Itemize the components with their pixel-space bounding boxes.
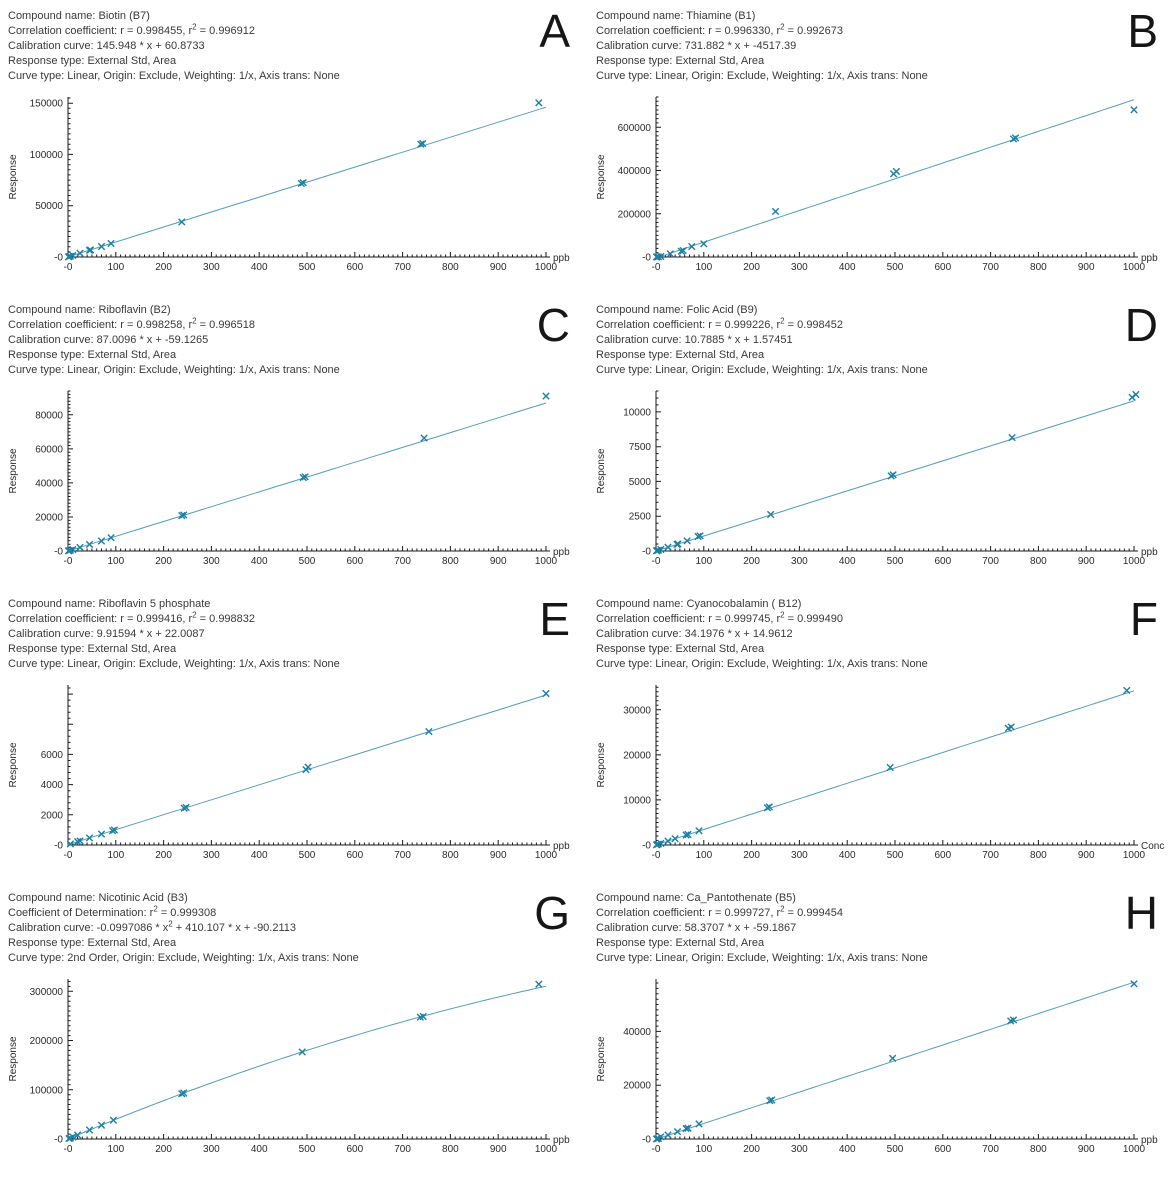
svg-text:1000: 1000 [534, 850, 558, 861]
svg-text:700: 700 [394, 850, 411, 861]
svg-text:400000: 400000 [617, 166, 651, 177]
correlation-line [596, 906, 1176, 921]
text-part: = 0.999454 [784, 907, 844, 919]
panel-f [588, 590, 1176, 884]
svg-text:Response: Response [596, 448, 607, 494]
svg-text:400: 400 [838, 556, 856, 567]
svg-text:Response: Response [8, 742, 19, 788]
svg-text:100: 100 [107, 262, 125, 273]
calibration-curve-line [596, 627, 1176, 642]
svg-text:800: 800 [442, 1144, 459, 1155]
superscript: 2 [780, 22, 785, 32]
correlation-line [8, 24, 588, 39]
svg-text:800: 800 [1030, 850, 1047, 861]
svg-text:Response: Response [596, 154, 607, 200]
svg-text:200: 200 [743, 1144, 760, 1155]
panel-letter: D [1124, 299, 1158, 351]
svg-text:700: 700 [394, 262, 411, 273]
svg-text:Response: Response [8, 1036, 19, 1082]
correlation-line [8, 318, 588, 333]
svg-text:100000: 100000 [29, 149, 63, 161]
svg-text:400: 400 [250, 556, 268, 567]
svg-text:900: 900 [1077, 262, 1095, 273]
response-type-line: Response type: External Std, Area [596, 643, 765, 655]
svg-text:300: 300 [203, 556, 220, 567]
text-part: Correlation coefficient: r = 0.999727, r [596, 907, 781, 919]
svg-text:1000: 1000 [534, 1144, 558, 1155]
text-part: Correlation coefficient: r = 0.998258, r [8, 319, 193, 331]
curve-type-line: Curve type: Linear, Origin: Exclude, Weighting: 1/x, Axis trans: None [8, 70, 340, 82]
calibration-chart [592, 971, 1170, 1165]
svg-text:Response: Response [8, 448, 19, 494]
svg-text:200: 200 [743, 850, 760, 861]
calibration-curve-line [8, 627, 588, 642]
svg-text:-0: -0 [642, 252, 651, 264]
svg-text:ppb: ppb [553, 253, 570, 264]
svg-text:400: 400 [838, 262, 856, 273]
response-type-line: Response type: External Std, Area [8, 349, 177, 361]
superscript: 2 [192, 610, 197, 620]
svg-text:100: 100 [695, 262, 713, 273]
compound-name: Compound name: Nicotinic Acid (B3) [8, 892, 188, 904]
calibration-curve-line [596, 333, 1176, 348]
svg-text:1000: 1000 [1122, 556, 1146, 567]
svg-text:80000: 80000 [35, 410, 63, 422]
svg-text:600: 600 [346, 850, 364, 861]
superscript: 2 [168, 919, 173, 929]
panel-header [588, 884, 1176, 966]
svg-text:300: 300 [791, 556, 808, 567]
correlation-line [8, 906, 588, 921]
compound-name: Compound name: Thiamine (B1) [596, 10, 756, 22]
correlation-line [8, 612, 588, 627]
svg-text:150000: 150000 [29, 98, 63, 110]
text-part: = 0.996912 [196, 25, 256, 37]
svg-text:10000: 10000 [623, 407, 651, 419]
svg-text:500: 500 [298, 556, 316, 567]
panel-letter: G [534, 887, 570, 939]
correlation-line [596, 24, 1176, 39]
svg-text:300: 300 [203, 850, 220, 861]
panel-letter: H [1124, 887, 1158, 939]
svg-text:600: 600 [934, 262, 952, 273]
panel-e [0, 590, 588, 884]
svg-text:100: 100 [107, 850, 125, 861]
panel-letter: C [536, 299, 570, 351]
svg-text:-0: -0 [63, 262, 73, 273]
svg-text:1000: 1000 [534, 556, 558, 567]
svg-text:700: 700 [982, 850, 999, 861]
calibration-chart [4, 89, 582, 283]
svg-text:Response: Response [596, 1036, 607, 1082]
text-part: Correlation coefficient: r = 0.999745, r [596, 613, 781, 625]
svg-text:-0: -0 [642, 546, 651, 558]
svg-text:700: 700 [394, 556, 411, 567]
svg-text:6000: 6000 [40, 749, 63, 761]
panel-header [0, 590, 588, 672]
svg-text:800: 800 [442, 850, 459, 861]
text-part: Coefficient of Determination: r [8, 907, 154, 919]
svg-text:1000: 1000 [1122, 850, 1146, 861]
svg-text:200: 200 [743, 556, 760, 567]
svg-text:800: 800 [1030, 1144, 1047, 1155]
svg-text:-0: -0 [63, 850, 73, 861]
svg-text:800: 800 [1030, 556, 1047, 567]
panel-c [0, 296, 588, 590]
panel-header [588, 2, 1176, 84]
svg-text:900: 900 [1077, 556, 1095, 567]
panel-letter: F [1129, 593, 1158, 645]
svg-text:200: 200 [155, 262, 172, 273]
calibration-chart [592, 89, 1170, 283]
curve-type-line: Curve type: 2nd Order, Origin: Exclude, Weighting: 1/x, Axis trans: None [8, 952, 359, 964]
text-part: + 410.107 * x + -90.2113 [172, 922, 297, 934]
panel-a [0, 2, 588, 296]
text-part: Calibration curve: 34.1976 * x + 14.9612 [596, 628, 793, 640]
svg-text:-0: -0 [642, 1134, 651, 1146]
calibration-curve-line [8, 39, 588, 54]
response-type-line: Response type: External Std, Area [8, 55, 177, 67]
svg-text:100: 100 [107, 1144, 125, 1155]
svg-text:-0: -0 [642, 840, 651, 852]
text-part: = 0.992673 [784, 25, 844, 37]
text-part: = 0.998832 [196, 613, 256, 625]
svg-text:ppb: ppb [1141, 253, 1158, 264]
svg-text:200000: 200000 [29, 1036, 63, 1047]
svg-text:200: 200 [743, 262, 760, 273]
superscript: 2 [192, 22, 197, 32]
text-part: Calibration curve: 9.91594 * x + 22.0087 [8, 628, 205, 640]
calibration-chart [4, 677, 582, 871]
compound-name: Compound name: Folic Acid (B9) [596, 304, 758, 316]
panel-header [0, 296, 588, 378]
svg-text:20000: 20000 [623, 1080, 651, 1092]
curve-type-line: Curve type: Linear, Origin: Exclude, Weighting: 1/x, Axis trans: None [596, 364, 928, 376]
compound-name: Compound name: Cyanocobalamin ( B12) [596, 598, 802, 610]
text-part: Calibration curve: 10.7885 * x + 1.57451 [596, 334, 793, 346]
svg-text:700: 700 [982, 556, 999, 567]
svg-text:200: 200 [155, 1144, 172, 1155]
svg-text:-0: -0 [54, 252, 63, 264]
svg-text:600: 600 [934, 556, 952, 567]
svg-text:400: 400 [250, 1144, 268, 1155]
text-part: Correlation coefficient: r = 0.999416, r [8, 613, 193, 625]
svg-text:100: 100 [107, 556, 125, 567]
svg-text:50000: 50000 [35, 201, 63, 213]
compound-name: Compound name: Riboflavin (B2) [8, 304, 171, 316]
svg-text:40000: 40000 [35, 478, 63, 490]
svg-text:300: 300 [791, 850, 808, 861]
correlation-line [596, 612, 1176, 627]
text-part: Calibration curve: 87.0096 * x + -59.1265 [8, 334, 209, 346]
svg-text:500: 500 [886, 1144, 904, 1155]
svg-text:500: 500 [886, 556, 904, 567]
svg-text:300: 300 [203, 1144, 220, 1155]
svg-text:100: 100 [695, 850, 713, 861]
superscript: 2 [780, 316, 785, 326]
calibration-chart [592, 383, 1170, 577]
response-type-line: Response type: External Std, Area [596, 937, 765, 949]
text-part: = 0.996518 [196, 319, 256, 331]
svg-text:-0: -0 [651, 850, 661, 861]
calibration-curve-line [596, 39, 1176, 54]
response-type-line: Response type: External Std, Area [596, 349, 765, 361]
panel-h [588, 884, 1176, 1178]
svg-text:ppb: ppb [1141, 1135, 1158, 1146]
text-part: = 0.999308 [157, 907, 217, 919]
svg-text:600: 600 [346, 556, 364, 567]
calibration-chart [4, 971, 582, 1165]
svg-text:600000: 600000 [617, 122, 651, 134]
correlation-line [596, 318, 1176, 333]
panel-b [588, 2, 1176, 296]
svg-text:-0: -0 [54, 1134, 63, 1146]
panel-letter: E [539, 593, 570, 645]
text-part: Calibration curve: -0.0997086 * x [8, 922, 169, 934]
svg-text:500: 500 [298, 850, 316, 861]
svg-text:1000: 1000 [1122, 1144, 1146, 1155]
calibration-chart [592, 677, 1170, 871]
svg-text:100: 100 [695, 556, 713, 567]
svg-text:400: 400 [838, 850, 856, 861]
text-part: Correlation coefficient: r = 0.996330, r [596, 25, 781, 37]
svg-text:30000: 30000 [623, 705, 651, 717]
text-part: Calibration curve: 731.882 * x + -4517.39 [596, 40, 797, 52]
svg-text:200000: 200000 [617, 209, 651, 221]
response-type-line: Response type: External Std, Area [8, 937, 177, 949]
svg-text:ppb: ppb [553, 547, 570, 558]
svg-text:500: 500 [298, 262, 316, 273]
svg-text:700: 700 [982, 262, 999, 273]
svg-text:ppb: ppb [553, 841, 570, 852]
svg-text:900: 900 [489, 556, 507, 567]
svg-text:900: 900 [489, 1144, 507, 1155]
svg-text:500: 500 [886, 262, 904, 273]
panel-header [0, 2, 588, 84]
panel-d [588, 296, 1176, 590]
svg-text:500: 500 [298, 1144, 316, 1155]
panel-letter: B [1127, 5, 1158, 57]
svg-text:300: 300 [791, 262, 808, 273]
compound-name: Compound name: Biotin (B7) [8, 10, 150, 22]
svg-text:900: 900 [489, 262, 507, 273]
panel-header [0, 884, 588, 966]
svg-text:-0: -0 [651, 1144, 661, 1155]
calibration-curve-line [596, 921, 1176, 936]
svg-text:-0: -0 [651, 556, 661, 567]
svg-text:800: 800 [442, 262, 459, 273]
svg-text:Response: Response [596, 742, 607, 788]
response-type-line: Response type: External Std, Area [8, 643, 177, 655]
svg-text:300000: 300000 [29, 986, 63, 998]
svg-text:600: 600 [934, 850, 952, 861]
text-part: Correlation coefficient: r = 0.999226, r [596, 319, 781, 331]
superscript: 2 [192, 316, 197, 326]
svg-text:500: 500 [886, 850, 904, 861]
compound-name: Compound name: Riboflavin 5 phosphate [8, 598, 211, 610]
svg-text:600: 600 [934, 1144, 952, 1155]
svg-text:1000: 1000 [1122, 262, 1146, 273]
svg-text:300: 300 [203, 262, 220, 273]
curve-type-line: Curve type: Linear, Origin: Exclude, Weighting: 1/x, Axis trans: None [596, 658, 928, 670]
panel-header [588, 296, 1176, 378]
svg-text:20000: 20000 [623, 750, 651, 762]
svg-text:40000: 40000 [623, 1026, 651, 1038]
panel-g [0, 884, 588, 1178]
svg-text:Conc: Conc [1141, 841, 1165, 852]
svg-text:60000: 60000 [35, 444, 63, 456]
svg-text:800: 800 [1030, 262, 1047, 273]
svg-text:ppb: ppb [1141, 547, 1158, 558]
svg-text:20000: 20000 [35, 512, 63, 524]
svg-text:7500: 7500 [628, 442, 651, 454]
svg-text:-0: -0 [63, 556, 73, 567]
text-part: = 0.998452 [784, 319, 844, 331]
svg-text:600: 600 [346, 262, 364, 273]
curve-type-line: Curve type: Linear, Origin: Exclude, Weighting: 1/x, Axis trans: None [8, 364, 340, 376]
svg-text:100000: 100000 [29, 1085, 63, 1097]
panel-header [588, 590, 1176, 672]
text-part: Calibration curve: 145.948 * x + 60.8733 [8, 40, 205, 52]
svg-text:700: 700 [982, 1144, 999, 1155]
svg-text:700: 700 [394, 1144, 411, 1155]
svg-text:400: 400 [250, 850, 268, 861]
svg-text:-0: -0 [54, 546, 63, 558]
svg-text:200: 200 [155, 850, 172, 861]
svg-text:-0: -0 [651, 262, 661, 273]
text-part: = 0.999490 [784, 613, 844, 625]
curve-type-line: Curve type: Linear, Origin: Exclude, Weighting: 1/x, Axis trans: None [596, 70, 928, 82]
svg-text:-0: -0 [63, 1144, 73, 1155]
svg-text:300: 300 [791, 1144, 808, 1155]
text-part: Correlation coefficient: r = 0.998455, r [8, 25, 193, 37]
curve-type-line: Curve type: Linear, Origin: Exclude, Weighting: 1/x, Axis trans: None [596, 952, 928, 964]
svg-text:5000: 5000 [628, 476, 651, 488]
svg-text:800: 800 [442, 556, 459, 567]
svg-text:900: 900 [1077, 1144, 1095, 1155]
svg-text:Response: Response [8, 154, 19, 200]
svg-text:4000: 4000 [40, 780, 63, 792]
svg-text:600: 600 [346, 1144, 364, 1155]
svg-text:400: 400 [250, 262, 268, 273]
calibration-curve-line [8, 333, 588, 348]
svg-text:2500: 2500 [628, 511, 651, 523]
svg-text:ppb: ppb [553, 1135, 570, 1146]
superscript: 2 [153, 904, 158, 914]
superscript: 2 [780, 610, 785, 620]
curve-type-line: Curve type: Linear, Origin: Exclude, Weighting: 1/x, Axis trans: None [8, 658, 340, 670]
svg-text:-0: -0 [54, 840, 63, 852]
svg-text:2000: 2000 [40, 810, 63, 822]
compound-name: Compound name: Ca_Pantothenate (B5) [596, 892, 796, 904]
svg-text:900: 900 [1077, 850, 1095, 861]
svg-text:200: 200 [155, 556, 172, 567]
superscript: 2 [780, 904, 785, 914]
svg-text:900: 900 [489, 850, 507, 861]
response-type-line: Response type: External Std, Area [596, 55, 765, 67]
calibration-curve-line [8, 921, 588, 936]
calibration-chart [4, 383, 582, 577]
svg-text:10000: 10000 [623, 795, 651, 807]
text-part: Calibration curve: 58.3707 * x + -59.1867 [596, 922, 797, 934]
svg-text:400: 400 [838, 1144, 856, 1155]
svg-text:1000: 1000 [534, 262, 558, 273]
svg-text:100: 100 [695, 1144, 713, 1155]
panel-letter: A [539, 5, 570, 57]
